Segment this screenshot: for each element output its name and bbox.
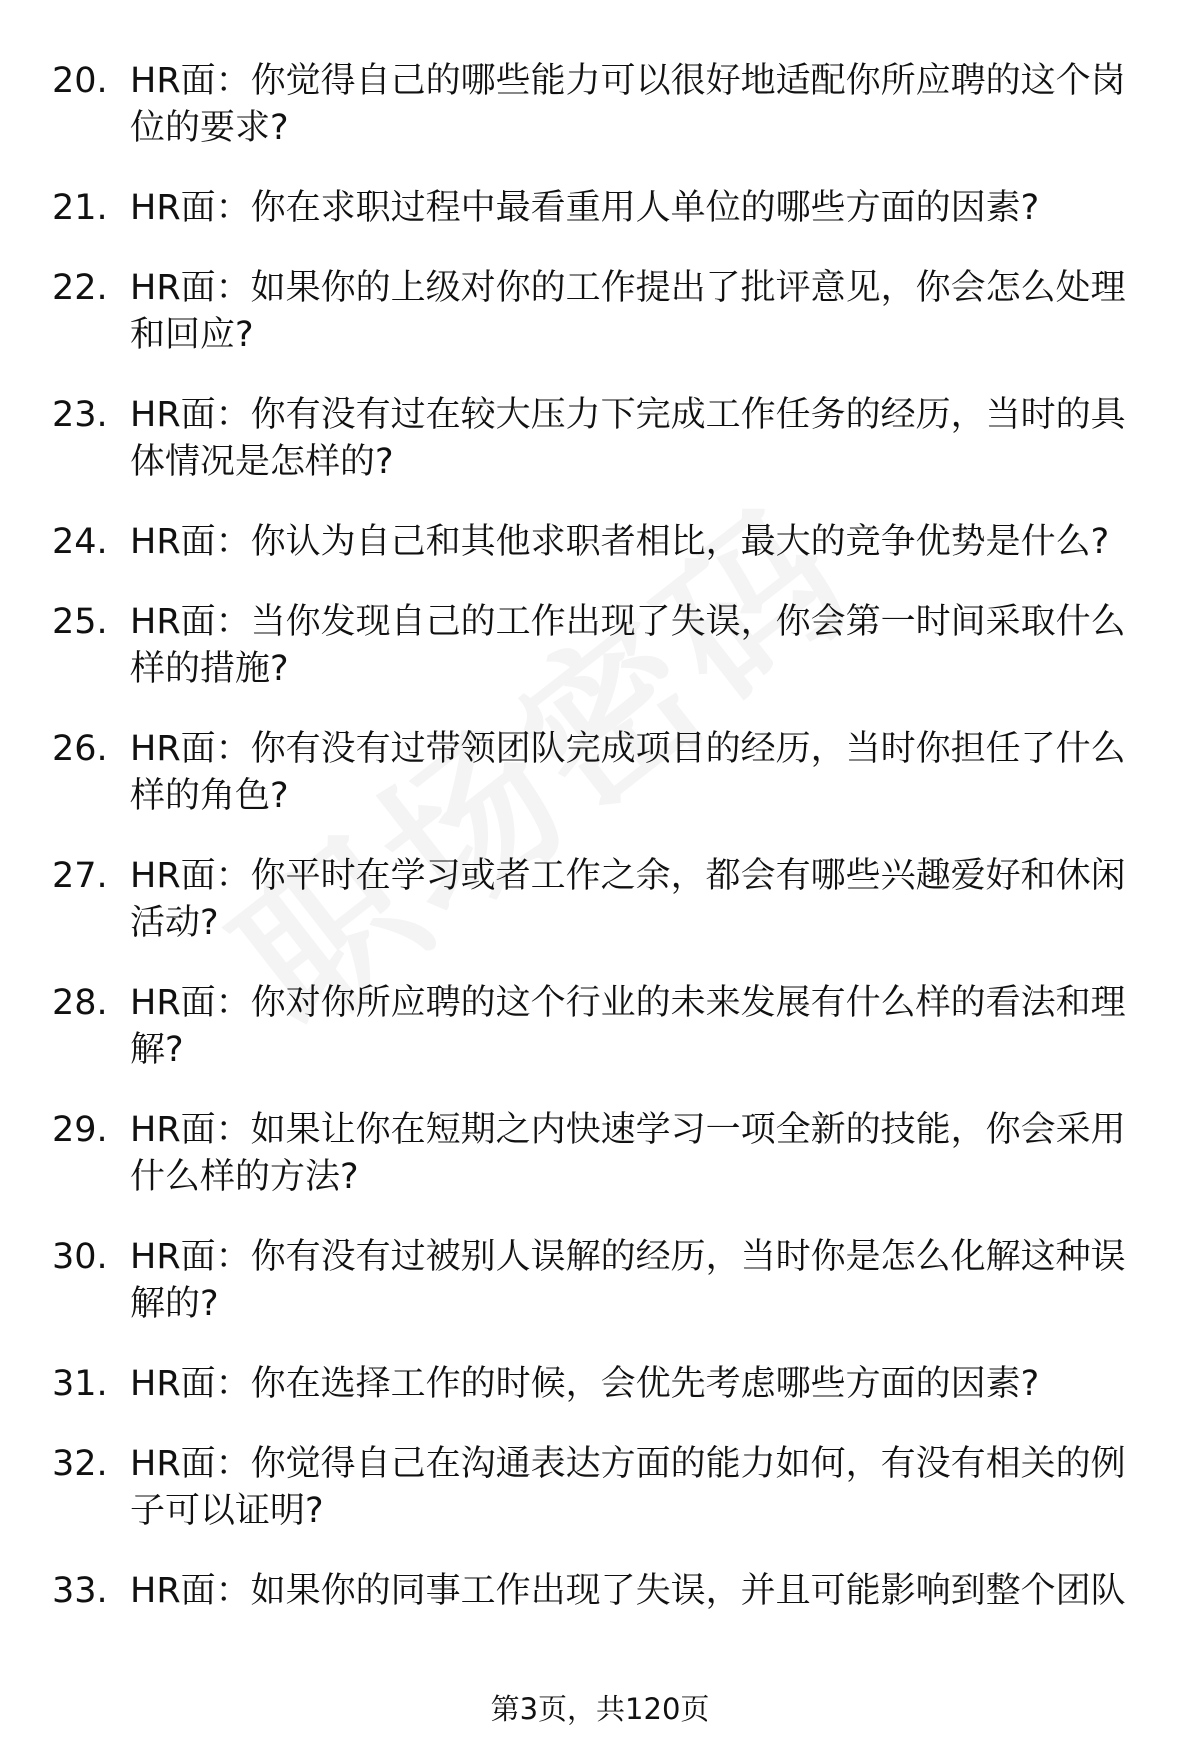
list-item	[52, 853, 1152, 947]
list-item	[52, 1107, 1152, 1201]
item-text: HR面：你有没有过带领团队完成项目的经历，当时你担任了什么样的角色?	[130, 729, 1126, 816]
item-text: HR面：如果让你在短期之内快速学习一项全新的技能，你会采用什么样的方法?	[130, 1110, 1126, 1197]
item-number: 32.	[52, 1444, 108, 1484]
item-text: HR面：你平时在学习或者工作之余，都会有哪些兴趣爱好和休闲活动?	[130, 856, 1126, 943]
item-number: 30.	[52, 1237, 108, 1277]
item-text: HR面：你有没有过在较大压力下完成工作任务的经历，当时的具体情况是怎样的?	[130, 395, 1126, 482]
item-number: 26.	[52, 729, 108, 769]
item-text: HR面：你觉得自己在沟通表达方面的能力如何，有没有相关的例子可以证明?	[130, 1444, 1126, 1531]
list-item	[52, 726, 1152, 820]
list-item	[52, 185, 1152, 232]
item-number: 28.	[52, 983, 108, 1023]
item-number: 23.	[52, 395, 108, 435]
item-number: 33.	[52, 1571, 108, 1611]
list-item	[52, 1361, 1152, 1408]
question-list	[52, 58, 1152, 1648]
item-number: 27.	[52, 856, 108, 896]
list-item	[52, 519, 1152, 566]
item-number: 20.	[52, 61, 108, 101]
list-item	[52, 58, 1152, 152]
item-text: HR面：你认为自己和其他求职者相比，最大的竞争优势是什么?	[130, 522, 1110, 562]
list-item	[52, 1234, 1152, 1328]
item-number: 25.	[52, 602, 108, 642]
list-item	[52, 1568, 1152, 1615]
item-text: HR面：当你发现自己的工作出现了失误，你会第一时间采取什么样的措施?	[130, 602, 1126, 689]
item-text: HR面：如果你的同事工作出现了失误，并且可能影响到整个团队	[130, 1571, 1126, 1611]
item-text: HR面：你有没有过被别人误解的经历，当时你是怎么化解这种误解的?	[130, 1237, 1126, 1324]
item-number: 21.	[52, 188, 108, 228]
item-number: 24.	[52, 522, 108, 562]
page-footer: 第3页，共120页	[490, 1692, 710, 1726]
item-number: 29.	[52, 1110, 108, 1150]
item-number: 31.	[52, 1364, 108, 1404]
item-number: 22.	[52, 268, 108, 308]
list-item	[52, 265, 1152, 359]
list-item	[52, 392, 1152, 486]
item-text: HR面：你在选择工作的时候，会优先考虑哪些方面的因素?	[130, 1364, 1040, 1404]
item-text: HR面：如果你的上级对你的工作提出了批评意见，你会怎么处理和回应?	[130, 268, 1126, 355]
item-text: HR面：你觉得自己的哪些能力可以很好地适配你所应聘的这个岗位的要求?	[130, 61, 1126, 148]
list-item	[52, 1441, 1152, 1535]
list-item	[52, 980, 1152, 1074]
list-item	[52, 599, 1152, 693]
item-text: HR面：你在求职过程中最看重用人单位的哪些方面的因素?	[130, 188, 1040, 228]
item-text: HR面：你对你所应聘的这个行业的未来发展有什么样的看法和理解?	[130, 983, 1126, 1070]
